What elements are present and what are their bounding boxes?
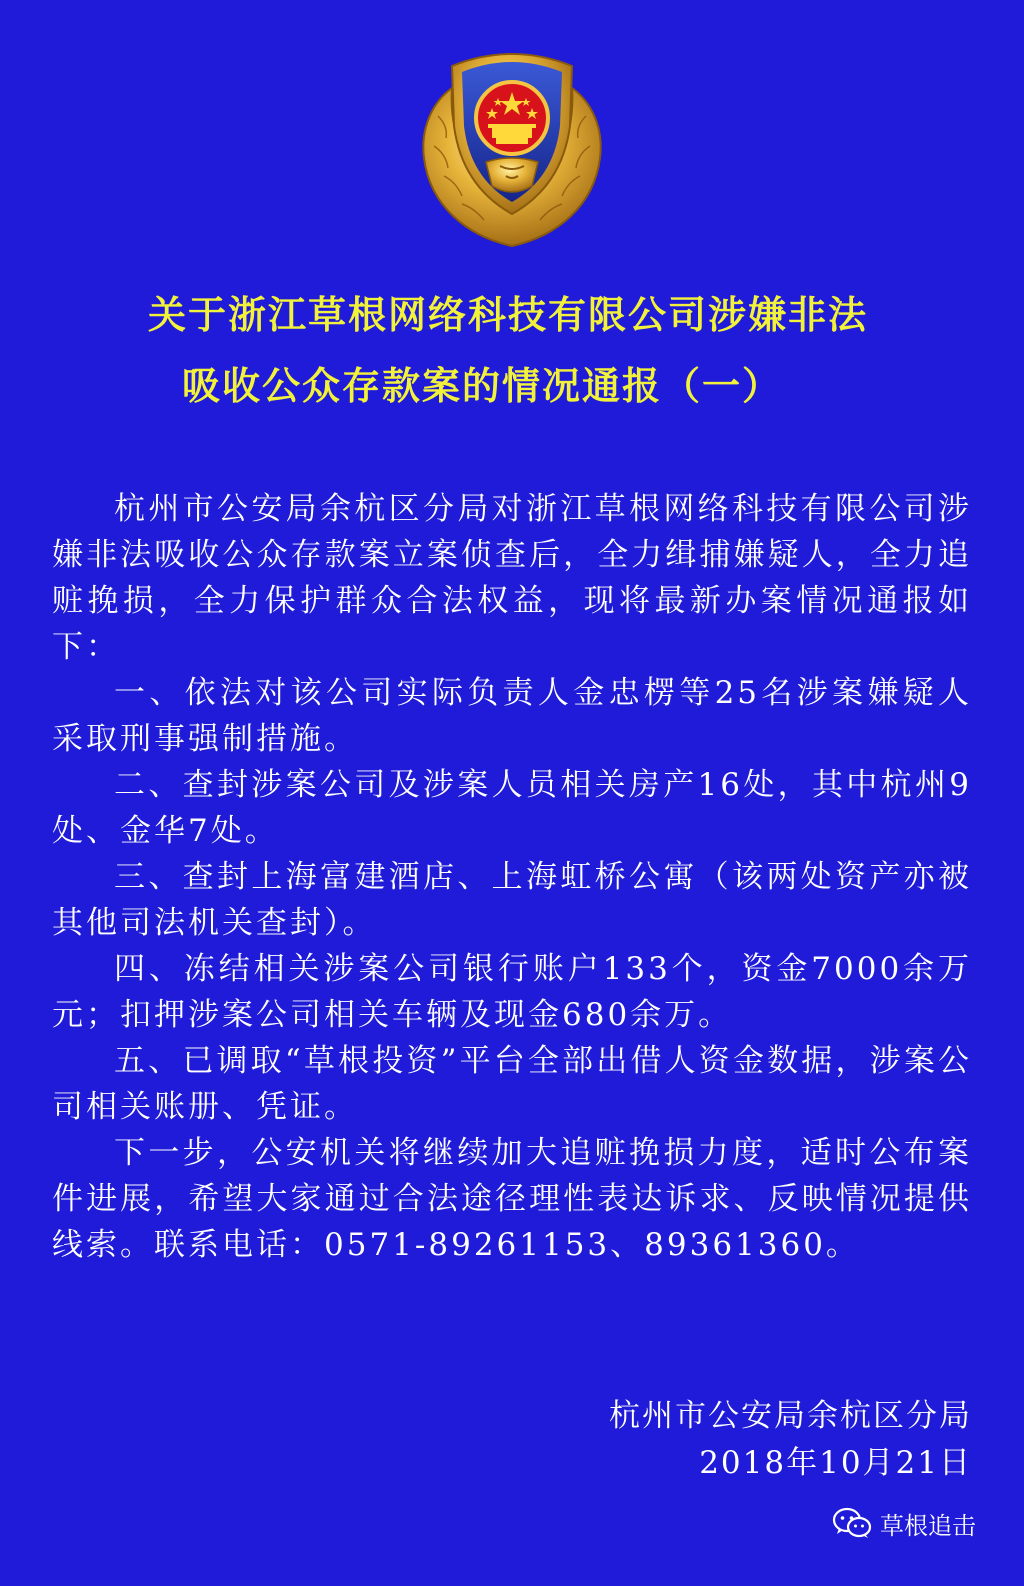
notice-body [52, 486, 972, 1268]
wechat-icon [832, 1506, 872, 1540]
body-paragraph-next-step: 下一步，公安机关将继续加大追赃挽损力度，适时公布案件进展，希望大家通过合法途径理性表达诉求、反映情况提供线索。联系电话：0571-89261153、89361360。 [52, 1135, 972, 1263]
police-emblem [412, 46, 612, 251]
body-paragraph-item-2: 二、查封涉案公司及涉案人员相关房产16处，其中杭州9处、金华7处。 [52, 767, 972, 849]
body-paragraph-item-4: 四、冻结相关涉案公司银行账户133个，资金7000余万元；扣押涉案公司相关车辆及现金680余万。 [52, 951, 972, 1033]
signature-date: 2018年10月21日 [699, 1445, 972, 1481]
watermark-text: 草根追击 [880, 1511, 976, 1540]
wechat-watermark [832, 1503, 976, 1543]
notice-title-line-2: 吸收公众存款案的情况通报（一） [181, 364, 782, 408]
signature-org: 杭州市公安局余杭区分局 [609, 1398, 972, 1434]
notice-title-line-1: 关于浙江草根网络科技有限公司涉嫌非法 [147, 293, 868, 337]
body-paragraph-item-3: 三、查封上海富建酒店、上海虹桥公寓（该两处资产亦被其他司法机关查封）。 [52, 859, 972, 941]
body-paragraph-item-5: 五、已调取“草根投资”平台全部出借人资金数据，涉案公司相关账册、凭证。 [52, 1043, 972, 1125]
body-paragraph-intro: 杭州市公安局余杭区分局对浙江草根网络科技有限公司涉嫌非法吸收公众存款案立案侦查后，全力缉捕嫌疑人，全力追赃挽损，全力保护群众合法权益，现将最新办案情况通报如下： [52, 491, 972, 665]
body-paragraph-item-1: 一、依法对该公司实际负责人金忠楞等25名涉案嫌疑人采取刑事强制措施。 [52, 675, 972, 757]
